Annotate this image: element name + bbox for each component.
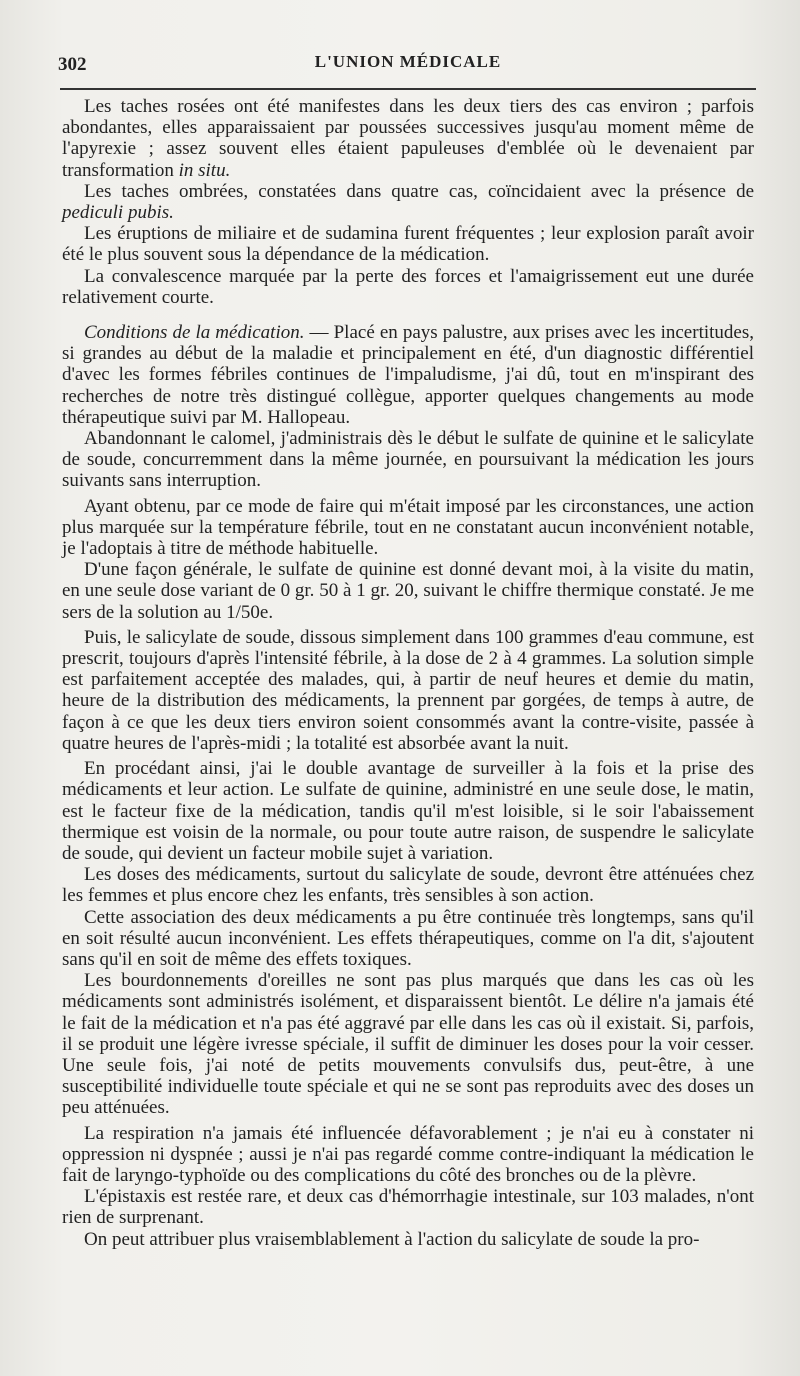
- paragraph-conditions: Conditions de la médication. — Placé en pays palustre, aux prises avec les incertitudes, si grandes au début de la maladie et principalement en été, d'un diagnostic différentiel d'avec les formes fébriles continues de l'impaludisme, j'ai dû, tout en m'inspirant des recherches de notre très distingué collègue, apporter quelques changements au mode thérapeutique suivi par M. Hallopeau.: [62, 322, 754, 428]
- page-header: [58, 46, 758, 86]
- paragraph-respiration: La respiration n'a jamais été influencée défavorablement ; je n'ai eu à constater ni oppression ni dyspnée ; aussi je n'ai pas regardé comme contre-indiquant la médication le fait de laryngo-typhoïde ou des complications du côté des bronches ou de la plèvre.: [62, 1122, 754, 1186]
- paragraph-salicylate: Puis, le salicylate de soude, dissous simplement dans 100 grammes d'eau commune, est prescrit, toujours d'après l'intensité fébrile, à la dose de 2 à 4 grammes. La solution simple est parfaitement acceptée des malades, qui, à partir de neuf heures et demie du matin, heure de la distribution des médicaments, la prennent par gorgées, de temps à autre, de façon à ce que les deux tiers environ soient consommés avant la contre-visite, passée à quatre heures de l'après-midi ; la totalité est absorbée avant la nuit.: [62, 626, 754, 754]
- body-text: [62, 96, 754, 1250]
- paragraph-epistaxis: L'épistaxis est restée rare, et deux cas d'hémorrhagie intestinale, sur 103 malades, n'ont rien de surprenant.: [62, 1186, 754, 1229]
- running-title: L'UNION MÉDICALE: [314, 52, 502, 71]
- page-number: 302: [58, 54, 87, 75]
- paragraph-bourdonnements: Les bourdonnements d'oreilles ne sont pas plus marqués que dans les cas où les médicaments sont administrés isolément, et disparaissent bientôt. Le délire n'a jamais été le fait de la médication et n'a pas été aggravé par elle dans les cas où il existait. Si, parfois, il se produit une légère ivresse spéciale, il suffit de diminuer les doses pour la voir cesser. Une seule fois, j'ai noté de petits mouvements convulsifs dus, peut-être, à une susceptibilité individuelle toute spéciale et qui ne se sont pas reproduits avec des doses un peu atténuées.: [62, 970, 754, 1119]
- paragraph-convalescence: La convalescence marquée par la perte des forces et l'amaigrissement eut une durée relativement courte.: [62, 265, 754, 308]
- paragraph-calomel: Abandonnant le calomel, j'administrais dès le début le sulfate de quinine et le salicylate de soude, concurremment dans la même journée, en poursuivant la médication les jours suivants sans interruption.: [62, 428, 754, 492]
- paragraph-association: Cette association des deux médicaments a pu être continuée très longtemps, sans qu'il en soit résulté aucun inconvénient. Les effets thérapeutiques, comme on l'a dit, s'ajoutent sans qu'il en soit de même des effets toxiques.: [62, 906, 754, 970]
- paragraph-salicylate-action: On peut attribuer plus vraisemblablement à l'action du salicylate de soude la pro-: [84, 1228, 700, 1250]
- paragraph-doses: Les doses des médicaments, surtout du salicylate de soude, devront être atténuées chez les femmes et plus encore chez les enfants, très sensibles à son action.: [62, 864, 754, 907]
- paragraph-taches-rosees: Les taches rosées ont été manifestes dans les deux tiers des cas environ ; parfois abondantes, elles apparaissaient par poussées successives jusqu'au moment même de l'apyrexie ; assez souvent elles étaient papuleuses d'emblée où le devenaient par transformation in situ.: [62, 96, 754, 181]
- header-rule: [60, 88, 756, 90]
- paragraph-ayant-obtenu: Ayant obtenu, par ce mode de faire qui m'était imposé par les circonstances, une action plus marquée sur la température fébrile, tout en ne constatant aucun inconvénient notable, je l'adoptais à titre de méthode habituelle.: [62, 495, 754, 560]
- paragraph-eruptions: Les éruptions de miliaire et de sudamina furent fréquentes ; leur explosion paraît avoir été le plus souvent sous la dépendance de la médication.: [62, 223, 754, 266]
- paragraph-procedant: En procédant ainsi, j'ai le double avantage de surveiller à la fois et la prise des médicaments et leur action. Le sulfate de quinine, administré en une seule dose, le matin, est le facteur fixe de la médication, tandis qu'il m'est loisible, si le soir l'abaissement thermique est voisin de la normale, ou pour toute autre raison, de suspendre le salicylate de soude, qui devient un facteur mobile sujet à variation.: [62, 758, 754, 864]
- paragraph-sulfate-dose: D'une façon générale, le sulfate de quinine est donné devant moi, à la visite du matin, en une seule dose variant de 0 gr. 50 à 1 gr. 20, suivant le chiffre thermique constaté. Je me sers de la solution au 1/50e.: [62, 559, 754, 623]
- paragraph-taches-ombrees: Les taches ombrées, constatées dans quatre cas, coïncidaient avec la présence de pediculi pubis.: [62, 180, 754, 224]
